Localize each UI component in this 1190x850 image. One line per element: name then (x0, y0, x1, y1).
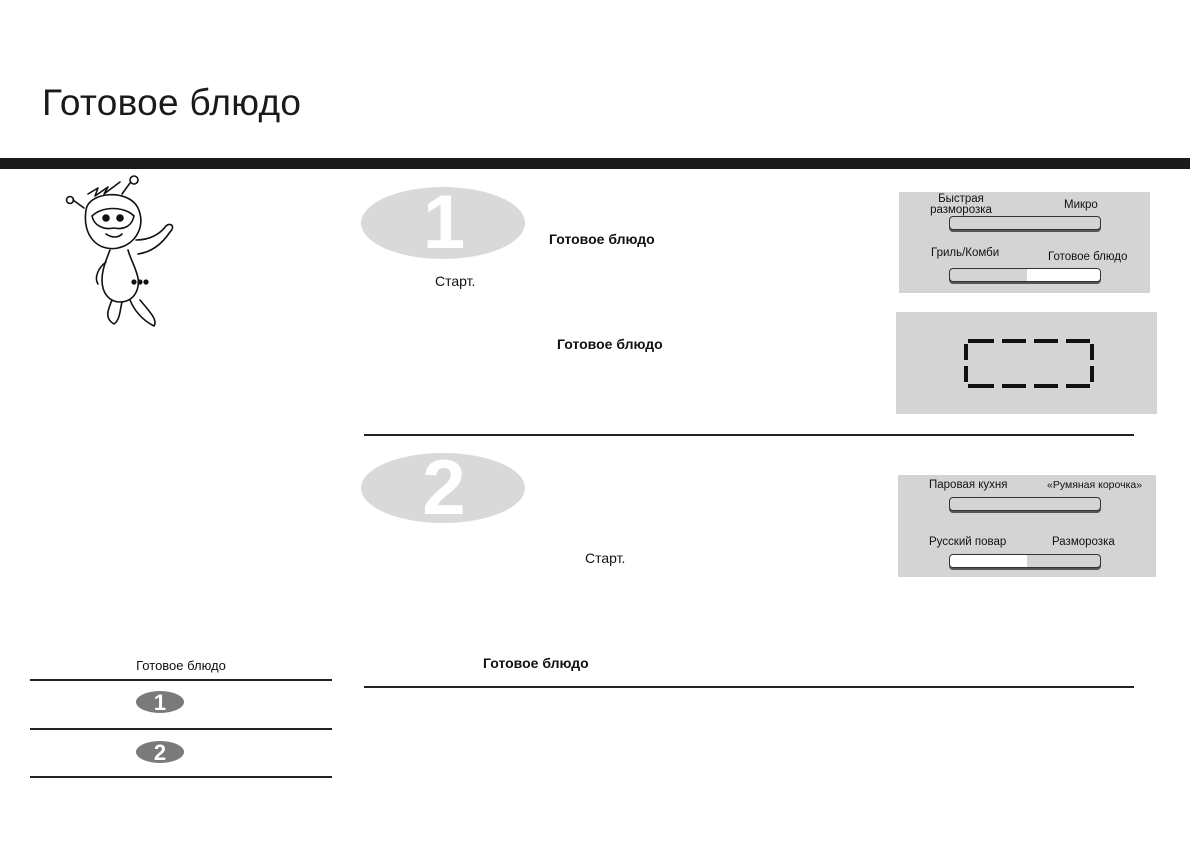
sidebar-table-rule-bottom (30, 776, 332, 778)
note-text: Готовое блюдо (483, 655, 589, 671)
label-micro: Микро (1064, 199, 1098, 211)
sidebar-table-rule-top (30, 679, 332, 681)
control-panel-step-2 (898, 475, 1156, 577)
control-panel-step-1 (899, 192, 1150, 293)
sidebar-step-2-number: 2 (153, 740, 167, 764)
label-ready-meal: Готовое блюдо (1048, 251, 1128, 263)
sidebar-table-header: Готовое блюдо (136, 658, 226, 673)
step-2-number: 2 (422, 452, 466, 524)
button-defrost-micro[interactable] (949, 216, 1101, 230)
label-quick-defrost: Быстрая разморозка (930, 193, 992, 216)
page-title: Готовое блюдо (42, 82, 302, 123)
step-1-number: 1 (422, 186, 466, 260)
sidebar-step-1-number: 1 (153, 690, 167, 714)
label-grill-combi: Гриль/Комби (931, 247, 1000, 259)
step-1-text-main: Готовое блюдо (549, 231, 655, 247)
sidebar-step-1-icon (135, 690, 185, 714)
display-panel (896, 312, 1157, 414)
step-1-number-icon (360, 186, 526, 260)
ready-meal-highlight (1027, 269, 1100, 281)
label-steam-cook: Паровая кухня (929, 479, 1008, 491)
label-russian-chef: Русский повар (929, 536, 1007, 548)
header-divider-bar (0, 158, 1190, 169)
button-steam-crust[interactable] (949, 497, 1101, 511)
step-1-text-start: Старт. (435, 273, 476, 289)
sidebar-step-2-icon (135, 740, 185, 764)
section-divider-2 (364, 686, 1134, 688)
russian-chef-highlight (950, 555, 1027, 567)
robot-mascot-icon (58, 170, 188, 330)
sidebar-table-rule-mid (30, 728, 332, 730)
label-crispy-crust: «Румяная корочка» (1047, 479, 1143, 491)
section-divider-1 (364, 434, 1134, 436)
step-1-text-secondary: Готовое блюдо (557, 336, 663, 352)
dashed-display-icon (964, 336, 1096, 392)
button-russian-defrost[interactable] (949, 554, 1101, 568)
button-grill-ready-meal[interactable] (949, 268, 1101, 282)
step-2-text-start: Старт. (585, 550, 626, 566)
label-defrost: Разморозка (1052, 536, 1115, 548)
step-2-number-icon (360, 452, 526, 524)
